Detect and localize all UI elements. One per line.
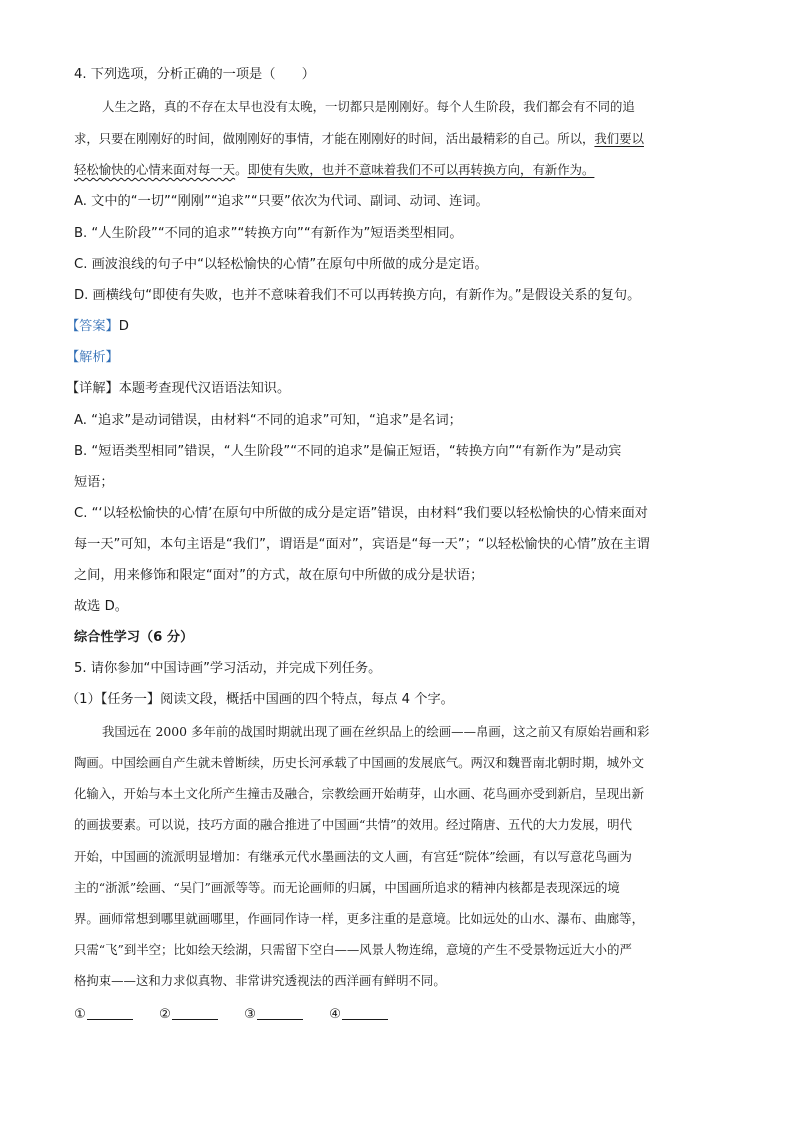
explain-b-line-2: 短语； [74, 475, 114, 490]
option-c: C. 画波浪线的句子中“以轻松愉快的心情”在原句中所做的成分是定语。 [74, 257, 488, 272]
wavy-underlined-sentence: 轻松愉快的心情来面对每一天 [74, 162, 236, 177]
explain-c-line-2: 每一天”可知，本句主语是“我们”，谓语是“面对”，宾语是“每一天”；“以轻松愉快的心情”放在主谓 [74, 537, 650, 552]
explain-a: A. “追求”是动词错误，由材料“不同的追求”可知，“追求”是名词； [74, 413, 462, 428]
q5-passage-line-8: 只需“飞”到半空；比如绘天绘湖，只需留下空白——风景人物连绵，意境的产生不受景物远近大小的严 [74, 942, 632, 957]
option-d: D. 画横线句“即使有失败，也并不意味着我们不可以再转换方向，有新作为。”是假设关系的复句。 [74, 288, 641, 303]
detail-label: 【详解】 [66, 381, 119, 396]
answer-label: 【答案】 [66, 319, 119, 334]
blank-3-line[interactable] [257, 1005, 303, 1020]
section-title: 综合性学习（6 分） [74, 630, 194, 645]
passage-line-2 [74, 130, 644, 148]
detail-row [66, 380, 290, 398]
blank-1-line[interactable] [87, 1005, 133, 1020]
task-1-text: 阅读文段，概括中国画的四个特点，每点 4 个字。 [160, 692, 454, 707]
explain-c-line-3: 之间，用来修饰和限定“面对”的方式，故在原句中所做的成分是状语； [74, 568, 484, 583]
explain-b-line-1: B. “短语类型相同”错误，“人生阶段”“不同的追求”是偏正短语，“转换方向”“有新作为”是动宾 [74, 444, 622, 459]
question-5-stem: 5. 请你参加“中国诗画”学习活动，并完成下列任务。 [74, 661, 382, 676]
task-1-row [66, 691, 454, 709]
explain-c-line-1: C. “‘以轻松愉快的心情’在原句中所做的成分是定语”错误，由材料“我们要以轻松愉快的心情来面对 [74, 506, 648, 521]
passage-period: 。 [235, 162, 248, 177]
conclusion: 故选 D。 [74, 599, 128, 614]
q5-passage-line-5: 开始，中国画的流派明显增加：有继承元代水墨画法的文人画，有宫廷“院体”绘画，有以写意花鸟画为 [74, 849, 632, 864]
passage-line-1: 人生之路，真的不存在太早也没有太晚，一切都只是刚刚好。每个人生阶段，我们都会有不同的追 [102, 99, 635, 114]
option-a: A. 文中的“一切”“刚刚”“追求”“只要”依次为代词、副词、动词、连词。 [74, 194, 489, 209]
blank-3-number: ③ [244, 1007, 256, 1022]
detail-text: 本题考查现代汉语语法知识。 [118, 381, 291, 396]
answer-row [66, 318, 129, 336]
q5-passage-line-3: 化输入，开始与本土文化所产生撞击及融合，宗教绘画开始萌芽，山水画、花鸟画亦受到新启，呈现出新 [74, 786, 644, 801]
blank-2-number: ② [159, 1007, 171, 1022]
answer-blanks [74, 1005, 388, 1024]
blank-2-line[interactable] [172, 1005, 218, 1020]
answer-value: D [118, 319, 129, 334]
blank-4-line[interactable] [342, 1005, 388, 1020]
analysis-label: 【解析】 [66, 350, 119, 365]
task-1-prefix: （1） [66, 692, 101, 707]
blank-1-number: ① [74, 1007, 86, 1022]
passage-line-2-text: 求，只要在刚刚好的时间，做刚刚好的事情，才能在刚刚好的时间，活出最精彩的自己。所以， [74, 131, 595, 146]
blank-4-number: ④ [329, 1007, 341, 1022]
q5-passage-line-1: 我国远在 2000 多年前的战国时期就出现了画在丝织品上的绘画——帛画，这之前又有原始岩画和彩 [102, 724, 650, 739]
q5-passage-line-2: 陶画。中国绘画自产生就未曾断续，历史长河承载了中国画的发展底气。两汉和魏晋南北朝时期，城外文 [74, 755, 644, 770]
passage-line-3 [74, 161, 594, 179]
straight-underlined-sentence: 即使有失败，也并不意味着我们不可以再转换方向，有新作为。 [247, 162, 595, 177]
option-b: B. “人生阶段”“不同的追求”“转换方向”“有新作为”短语类型相同。 [74, 226, 463, 241]
question-4-stem: 4. 下列选项，分析正确的一项是（ ） [74, 67, 315, 82]
q5-passage-line-4: 的画拔要素。可以说，技巧方面的融合推进了中国画“共情”的效用。经过隋唐、五代的大力发展，明代 [74, 817, 632, 832]
straight-underlined-start: 我们要以 [594, 131, 644, 146]
q5-passage-line-7: 界。画师常想到哪里就画哪里，作画同作诗一样，更多注重的是意境。比如远处的山水、瀑布、曲廊等， [74, 911, 644, 926]
q5-passage-line-9: 格拘束——这和力求似真物、非常讲究透视法的西洋画有鲜明不同。 [74, 973, 446, 988]
task-1-label: 【任务一】 [100, 692, 161, 707]
q5-passage-line-6: 主的“浙派”绘画、“吴门”画派等等。而无论画师的归属，中国画所追求的精神内核都是表现深远的境 [74, 880, 620, 895]
